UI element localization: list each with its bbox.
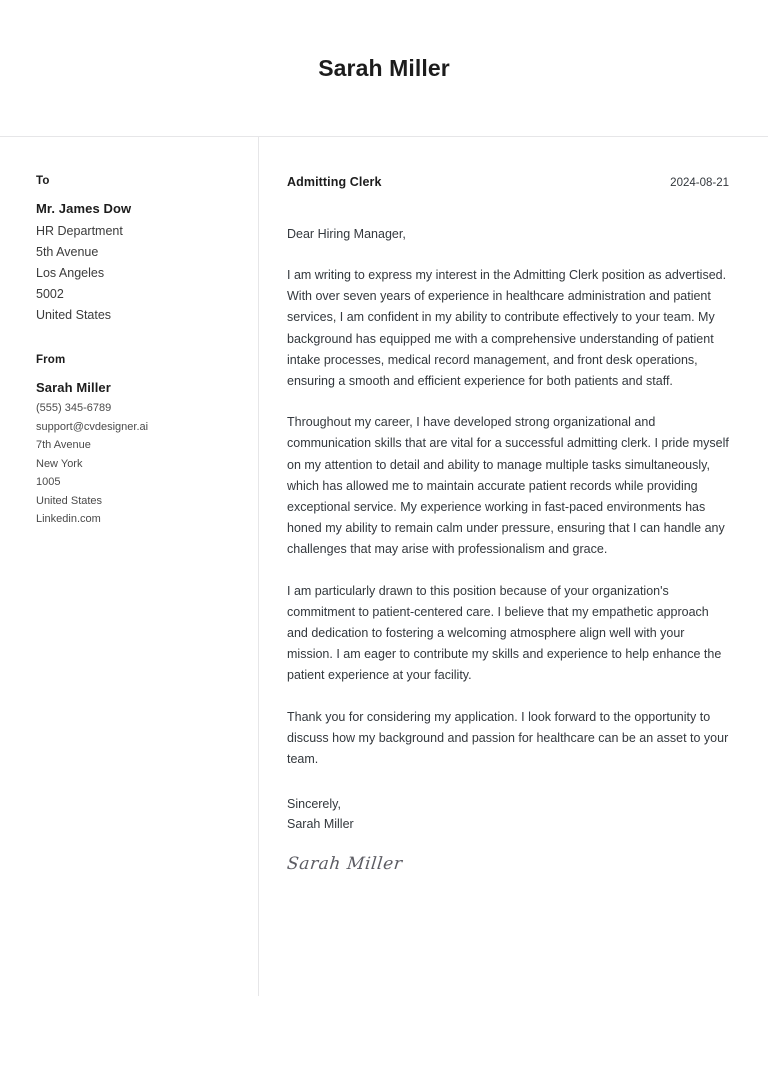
closing-name: Sarah Miller — [287, 817, 354, 832]
signature: Sarah Miller — [285, 854, 404, 875]
closing-word: Sincerely, — [287, 797, 341, 812]
sender-line: New York — [36, 457, 83, 470]
recipient-line: 5002 — [36, 287, 64, 301]
recipient-line: Los Angeles — [36, 266, 105, 280]
sender-phone: (555) 345-6789 — [36, 402, 112, 414]
sender-email: support@cvdesigner.ai — [36, 420, 149, 433]
sender-line: 7th Avenue — [36, 439, 91, 451]
salutation: Dear Hiring Manager, — [287, 227, 406, 241]
letter-closing — [287, 794, 729, 834]
sender-block — [36, 354, 234, 529]
sender-name: Sarah Miller — [36, 380, 111, 395]
letter-content — [259, 137, 768, 874]
recipient-name: Mr. James Dow — [36, 201, 132, 216]
recipient-block — [36, 175, 234, 326]
letter-paragraph: I am particularly drawn to this position because of your organization's commitment to patient-centered care. I believe that my empathetic approach and dedication to fostering a welcoming atmosphere align well with your mission. I am eager to contribute my skills and experience to help enhance the patient experience at your facility. — [287, 583, 722, 683]
letter-subject-row — [287, 175, 729, 189]
letter-paragraph: Thank you for considering my application. I look forward to the opportunity to discuss how my background and passion for healthcare can be an asset to your team. — [287, 709, 729, 767]
page-title: Sarah Miller — [318, 54, 450, 81]
job-title: Admitting Clerk — [287, 175, 382, 189]
sender-line: 1005 — [36, 476, 61, 488]
recipient-line: 5th Avenue — [36, 245, 99, 259]
sender-section-label: From — [36, 354, 66, 366]
recipient-line: HR Department — [36, 224, 123, 238]
letter-header — [0, 0, 768, 137]
letter-paragraph: Throughout my career, I have developed strong organizational and communication skills that are vital for a successful admitting clerk. I pride myself on my attention to detail and ability to manage multiple tasks simultaneously, which has allowed me to maintain accurate patient records while providing exceptional service. My experience working in fast-paced environments has honed my ability to remain calm under pressure, ensuring that I can handle any challenges that may arise with professionalism and grace. — [287, 415, 729, 557]
letter-date: 2024-08-21 — [670, 177, 729, 189]
sender-website: Linkedin.com — [36, 513, 101, 525]
letter-body — [0, 137, 768, 996]
contact-sidebar — [0, 137, 258, 529]
letter-paragraph: I am writing to express my interest in the Admitting Clerk position as advertised. With over seven years of experience in healthcare administration and patient services, I am confident in my ability to contribute effectively to your team. My background has equipped me with a comprehensive understanding of patient intake processes, medical record management, and front desk operations, ensuring a smooth and efficient experience for both patients and staff. — [287, 268, 727, 389]
recipient-line: United States — [36, 308, 112, 322]
recipient-section-label: To — [36, 175, 50, 187]
sender-line: United States — [36, 494, 103, 507]
